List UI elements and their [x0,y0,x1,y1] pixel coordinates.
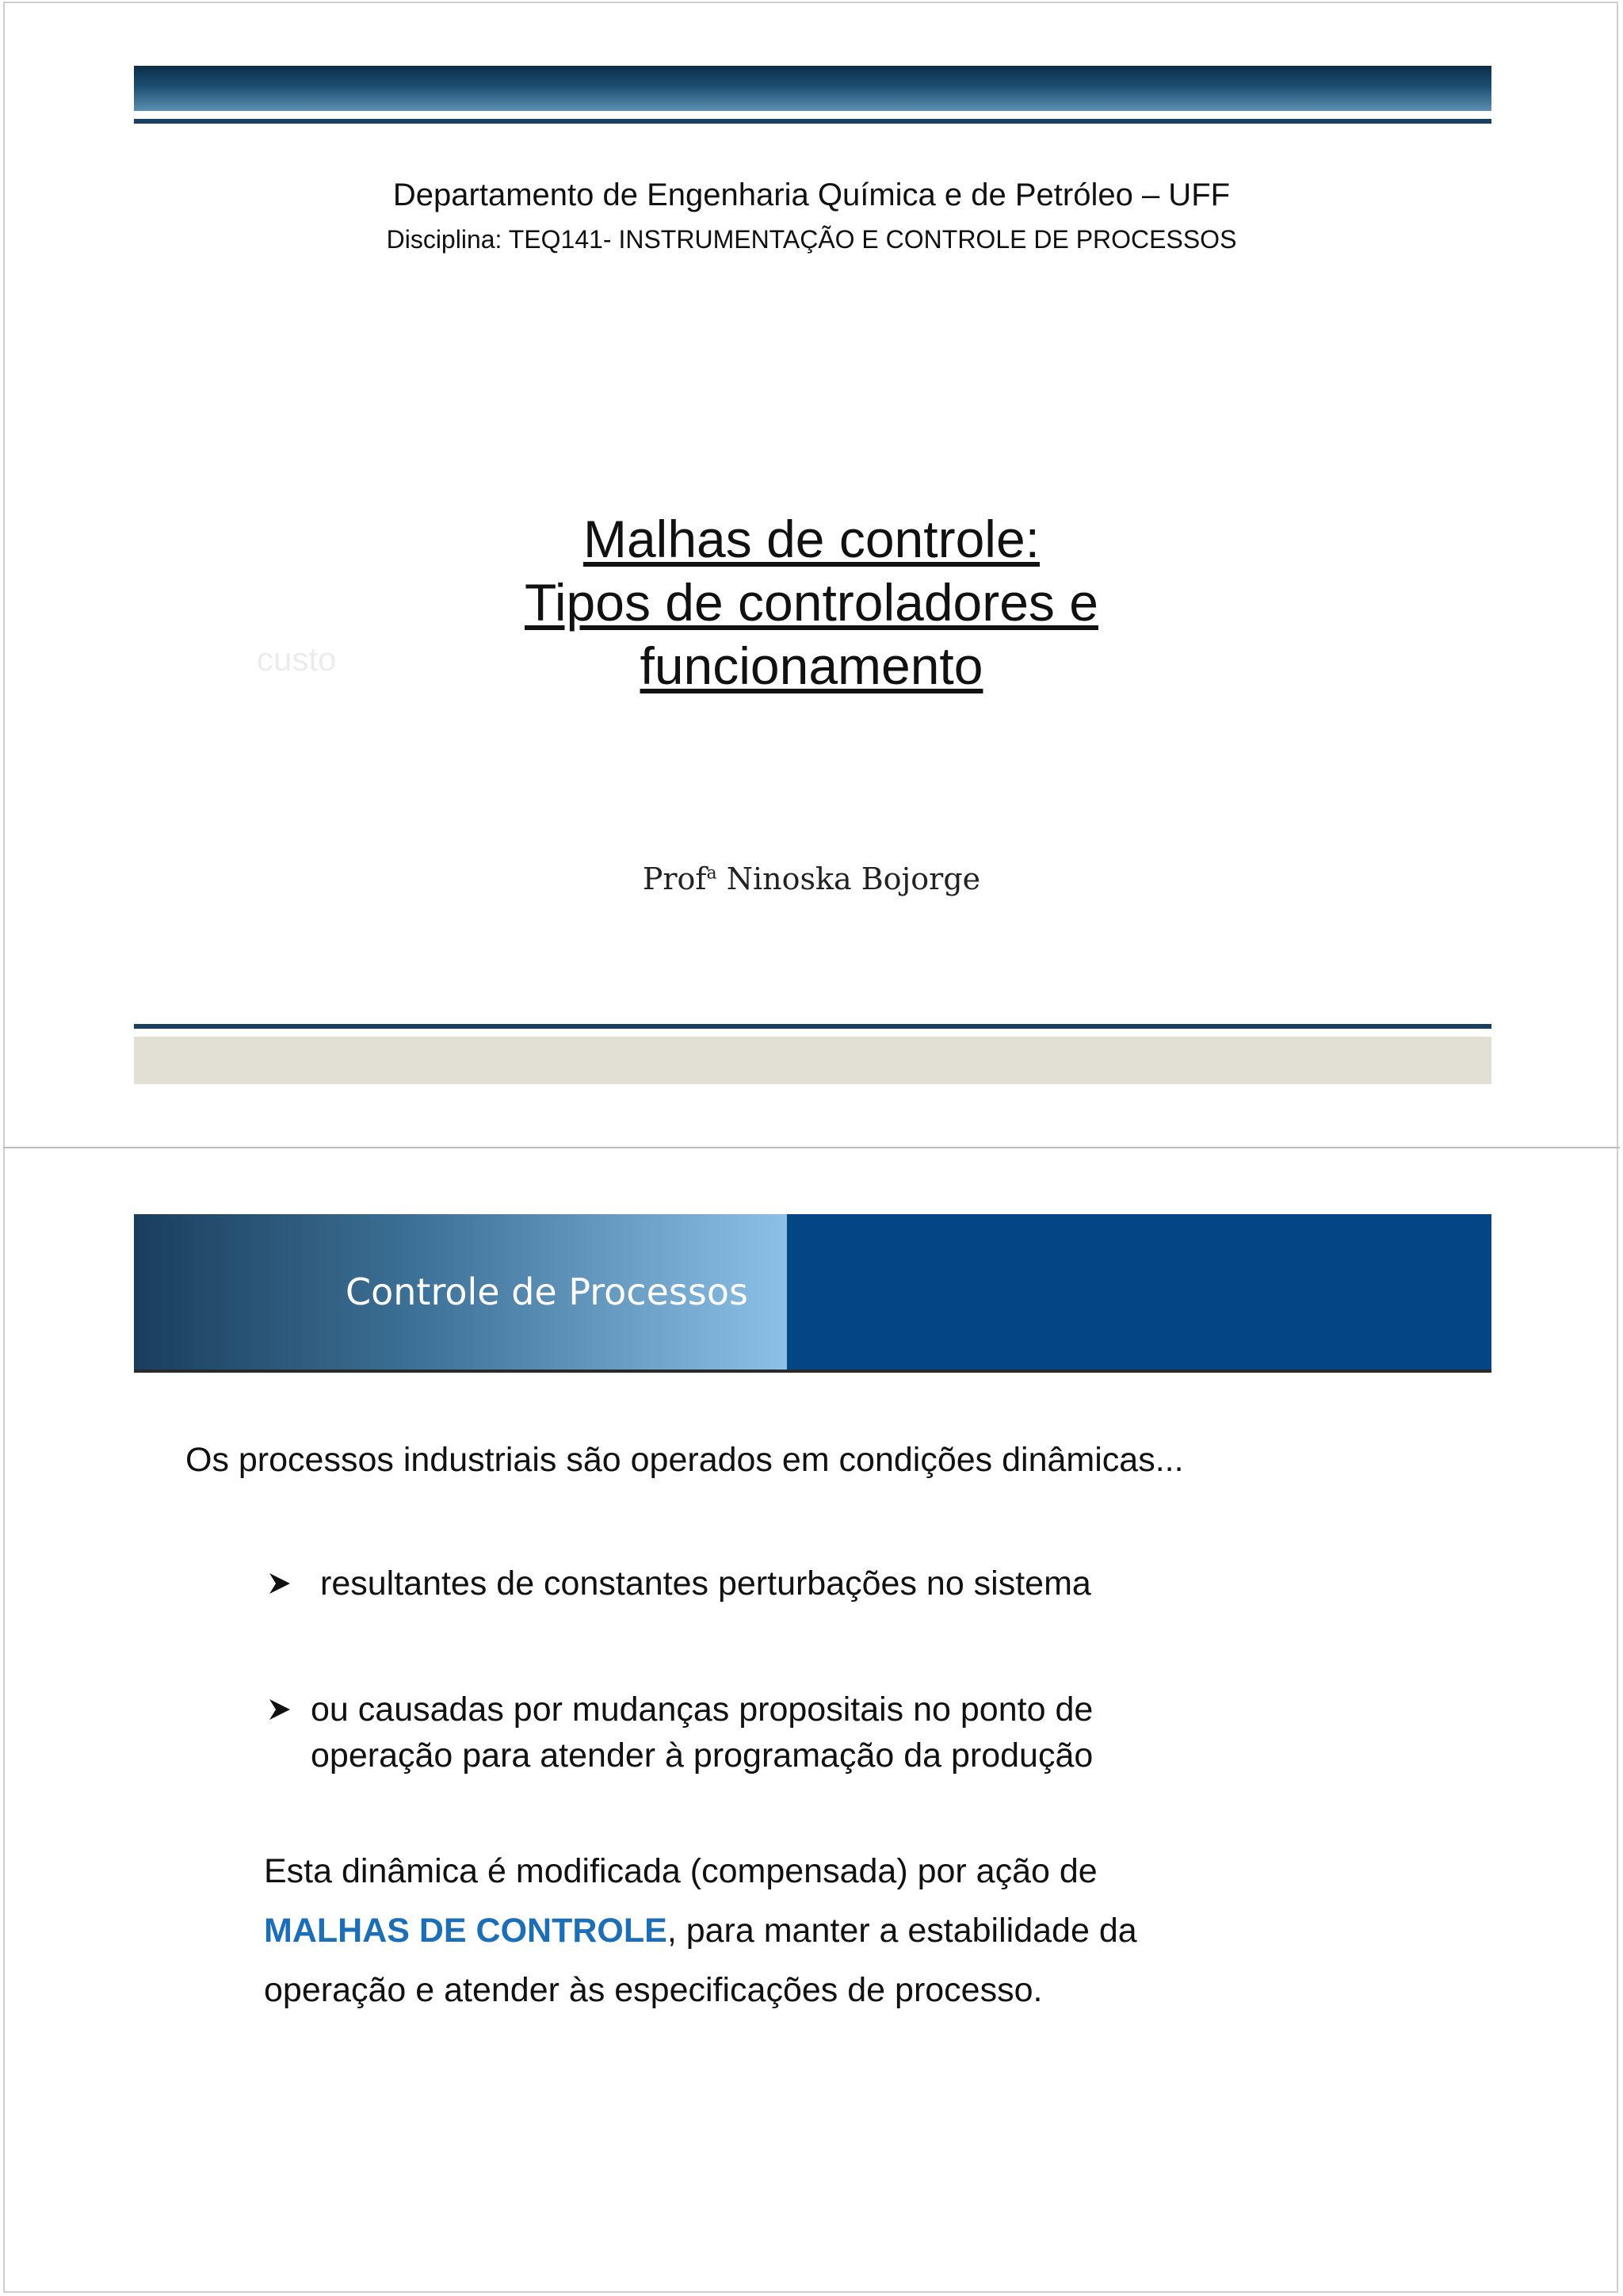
slide-title [0,507,1623,697]
bottom-rule [134,1024,1491,1029]
slide-heading: Controle de Processos [346,1270,748,1313]
title-line-2: Tipos de controladores e [525,573,1098,632]
highlight-malhas-de-controle: MALHAS DE CONTROLE [264,1912,667,1950]
conclusion-line-1: Esta dinâmica é modificada (compensada) por ação de [264,1852,1098,1890]
arrow-bullet-icon [265,1561,296,1606]
title-line-3: funcionamento [640,636,983,695]
bullet-1-text: resultantes de constantes perturbações no sistema [320,1564,1091,1603]
professor-surname: Ninoska Bojorge [716,861,981,896]
faint-background-text: custo [257,640,337,678]
header-solid-block [787,1214,1491,1370]
header-rule [134,1370,1491,1373]
bullet-2-line-1: ou causadas por mudanças propositais no ponto de [311,1690,1094,1729]
professor-prefix: Prof [642,861,707,896]
department-line: Departamento de Engenharia Química e de Petróleo – UFF [392,178,1231,212]
discipline-line: Disciplina: TEQ141- INSTRUMENTAÇÃO E CONTROLE DE PROCESSOS [386,225,1237,254]
bullet-2-line-2: operação para atender à programação da produção [311,1736,1094,1775]
conclusion-line-2 [264,1901,1137,1961]
intro-paragraph: Os processos industriais são operados em condições dinâmicas... [185,1441,1184,1479]
title-line-1: Malhas de controle: [583,510,1040,568]
bottom-band [134,1037,1491,1084]
professor-name [0,861,1623,896]
bullet-item-2 [311,1687,1093,1778]
top-banner [134,66,1491,111]
conclusion-line-2-rest: , para manter a estabilidade da [666,1912,1137,1950]
professor-ordinal: a [706,863,717,884]
bullet-item-1 [320,1561,1091,1606]
slide-header-banner [134,1214,1491,1370]
slide-divider [3,1147,1620,1148]
arrow-bullet-icon [265,1687,296,1733]
top-rule [134,119,1491,124]
conclusion-paragraph [264,1842,1137,2020]
conclusion-line-3: operação e atender às especificações de processo. [264,1971,1043,2009]
